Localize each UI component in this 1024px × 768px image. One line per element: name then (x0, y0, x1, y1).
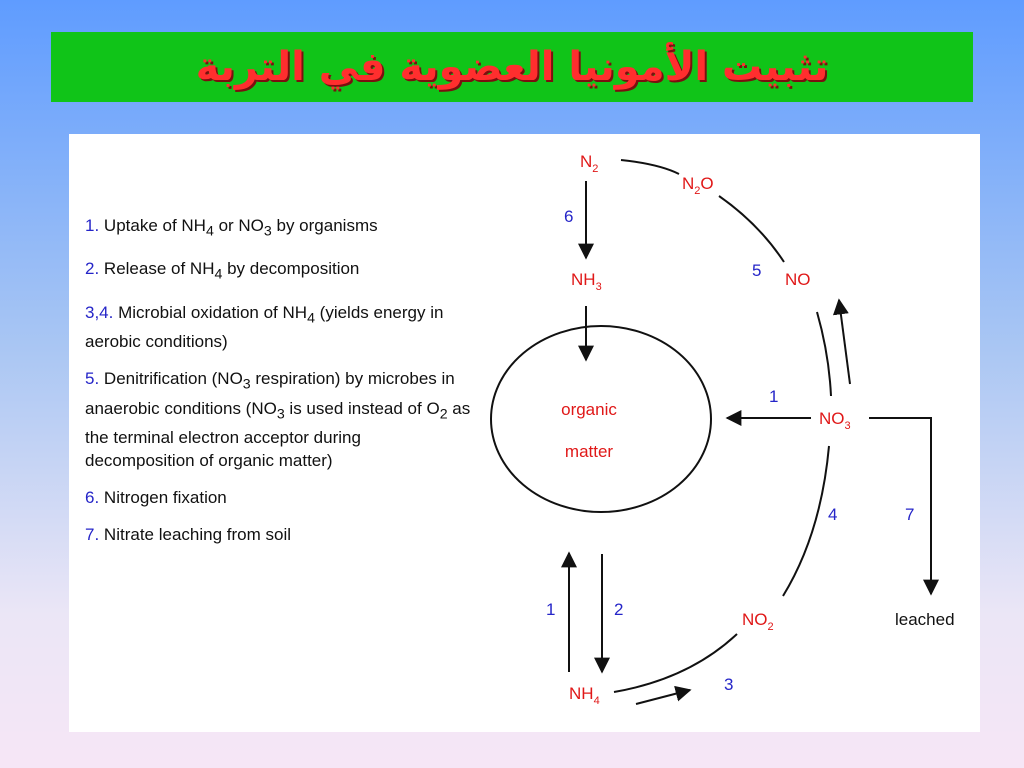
step-3-label: 3 (724, 675, 734, 694)
legend-number: 5. (85, 369, 100, 389)
arrow-step-3 (636, 690, 690, 704)
n2-label: $N_2$ (580, 152, 599, 175)
arrow-no3-to-no (839, 300, 850, 384)
legend-text: (yields energy in aerobic conditions) (85, 302, 444, 352)
subscript: 4 (307, 310, 315, 327)
legend-text: is used instead of O (284, 398, 440, 418)
legend-number: 3,4. (85, 302, 114, 322)
subscript: 2 (439, 405, 448, 422)
leached-label: leached (895, 610, 955, 629)
legend-number: 2. (85, 259, 100, 279)
diagram-panel (69, 134, 980, 732)
arc-n2-n2o (621, 160, 679, 174)
n2o-label: $N_2O$ (682, 174, 714, 197)
legend-number: 7. (85, 524, 100, 544)
organic-matter-label-2: matter (564, 442, 614, 461)
step-4-label: 4 (828, 505, 838, 524)
legend-text: respiration) by microbes in anaerobic conditions (NO (85, 369, 455, 418)
arc-no2-no3 (783, 446, 829, 596)
legend-number: 6. (85, 487, 100, 507)
legend-text: by decomposition (222, 259, 360, 279)
step-1-bottom-label: 1 (546, 600, 556, 619)
title-bar (51, 32, 973, 102)
slide-title: تثبيت الأمونيا العضوية في التربة (195, 44, 829, 90)
legend-text: Denitrification (NO (103, 369, 243, 389)
legend-text: Release of NH (103, 259, 215, 279)
legend-number: 1. (85, 216, 100, 235)
nh4-label: $NH_4$ (569, 684, 600, 707)
step-2-label: 2 (614, 600, 624, 619)
arrow-no3-to-leached (869, 418, 931, 594)
arc-nh4-no2 (614, 634, 737, 692)
legend-text: Microbial oxidation of NH (118, 302, 308, 322)
organic-matter-label-1: organic (561, 400, 617, 419)
legend-text: Nitrogen fixation (103, 487, 227, 507)
subscript: 3 (276, 405, 285, 422)
step-5-label: 5 (752, 261, 762, 280)
legend-text: as the terminal electron acceptor during decomposition of organic matter) (85, 398, 471, 470)
subscript: 3 (242, 376, 251, 393)
subscript: 3 (263, 223, 272, 240)
legend-text: Nitrate leaching from soil (103, 524, 291, 544)
subscript: 4 (205, 223, 214, 240)
step-7-label: 7 (905, 505, 915, 524)
legend-text: Uptake of NH (103, 216, 206, 235)
arc-n2o-no (719, 196, 784, 262)
legend-text: or NO (213, 216, 264, 235)
arc-no-no3 (817, 312, 831, 396)
organic-matter-ellipse (491, 326, 711, 512)
no-label: NO (785, 270, 811, 289)
subscript: 4 (214, 266, 223, 283)
step-1-top-label: 1 (769, 387, 779, 406)
legend-text: by organisms (271, 216, 378, 235)
step-6-label: 6 (564, 207, 574, 226)
no3-label: $NO_3$ (819, 409, 851, 432)
nitrogen-cycle-diagram (69, 134, 980, 732)
nh3-label: $NH_3$ (571, 270, 602, 293)
no2-label: $NO_2$ (742, 610, 774, 633)
